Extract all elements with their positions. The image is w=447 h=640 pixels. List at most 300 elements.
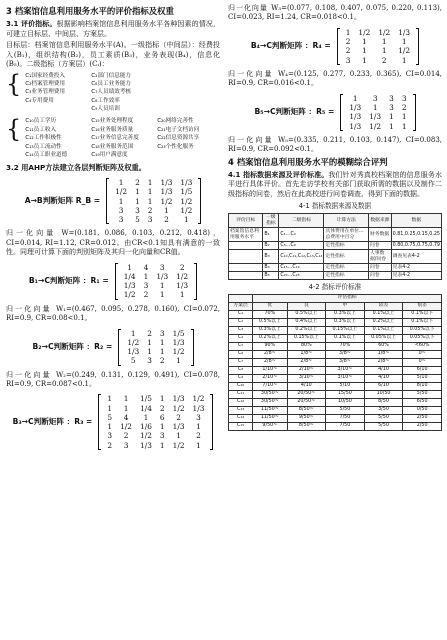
table-cell: 0.1%以下 [403,310,442,318]
matrix-cell: 1 [130,328,136,338]
matrix-cell: 1 [147,347,152,357]
matrix-cell: 1/3 [172,394,185,404]
table-cell: 0.5%以上 [287,310,326,318]
matrix-B4-label: B₄→C判断矩阵 ：R₄ = [250,41,331,51]
table-row [229,406,442,414]
table-cell: 3/50 [364,406,403,414]
table-cell: 0.05%以下 [403,326,442,334]
table-cell: 档案馆信息利用服务水平 [229,228,263,242]
matrix-cell: 1 [159,290,165,300]
indicator-tree-1 [6,69,220,114]
matrix-cell: 1 [352,93,358,103]
table-cell: 财务数据 [368,228,391,242]
table-cell: C₁₁ [229,390,253,398]
table-header-cell: 数据来源 [368,214,391,228]
table-cell: 7/50 [326,414,365,422]
matrix-cell: 1/2 [123,290,136,300]
matrix-cell: 1/5 [172,328,185,338]
matrix-cell: 1/3 [349,112,362,122]
matrix-row [123,329,188,338]
matrix-cell: 1 [389,112,394,122]
indicator-item: C₆员工业务能力 [91,80,131,87]
indicator-tree-2-items [25,117,215,159]
table-cell: 20/50~ [287,398,326,406]
matrix-row [123,338,188,347]
table-cell [229,272,263,280]
matrix-row [120,272,192,281]
table-cell: 5/50 [403,390,442,398]
matrix-cell: 3 [118,215,124,225]
indicator-item: C₃业务管理费用 [25,89,65,96]
table-header-cell: 数据 [391,214,441,228]
table-cell: 70% [326,342,365,350]
matrix-cell: 1 [135,187,140,197]
matrix-cell: 3 [123,440,129,450]
matrix-cell: 1 [196,422,201,432]
table-cell: 6/50 [403,398,442,406]
matrix-B3-table [103,394,208,450]
table-cell: 定性指标 [324,242,369,250]
matrix-row [345,103,410,112]
matrix-cell: 3 [147,356,152,366]
matrix-cell: 1 [107,394,113,404]
matrix-B4 [228,28,442,65]
matrix-cell: 3 [196,412,201,422]
matrix-cell: 2 [159,403,165,413]
table-cell: 0.3%以上 [326,318,365,326]
indicator-tree-2 [6,117,220,159]
table-header-cell: 优 [253,302,287,310]
indicator-item: C₂部门信息能力 [91,72,131,79]
table-row [229,374,442,382]
section-3-1-text: 根据影响档案馆信息利用服务水平各种因素的情况，可建立目标层、中间层、方案层。 [6,20,220,38]
matrix-cell: 1 [147,196,153,206]
table-header-cell: 较差 [364,302,403,310]
matrix-cell: 3 [389,103,394,112]
table-cell: 5/50 [364,422,403,430]
indicator-item: C₁₃员工流动性 [25,143,62,150]
indicator-line [25,97,149,105]
table-cell: 0.15%以上 [326,326,365,334]
table-cell: 0.2%以上 [287,326,326,334]
indicator-item: C₄专用费用 [25,97,54,104]
table-cell: <60% [403,342,442,350]
section-4-1-heading: 4.1 指标数据来源及评价标准。 [228,170,329,179]
matrix-cell: 1 [118,178,124,188]
matrix-cell: 1/3 [127,347,140,357]
table-cell: C₁₅…C₁₉ [279,264,324,272]
matrix-AB-label: A→B判断矩阵 R_B = [24,196,101,206]
table-cell: C₅ [229,342,253,350]
matrix-cell: 1/3 [172,422,185,432]
matrix-row [111,178,196,187]
matrix-cell: 1 [372,103,378,112]
section-3-title: 3 档案馆信息利用服务水平的评价指标及权重 [6,6,174,16]
matrix-row [111,215,196,224]
indicator-item: C₁₄员工职业道德 [25,152,68,159]
matrix-cell: 1/2 [192,394,205,404]
matrix-cell: 1 [179,290,185,300]
matrix-cell: 1/3 [180,178,193,188]
matrix-cell: 1 [401,55,407,65]
table-cell: 0.1%以下 [403,318,442,326]
matrix-row [345,122,410,131]
table-cell: 2/10~ [253,374,287,382]
table-cell: 11/50~ [253,414,287,422]
table-cell: B₁ [263,228,279,242]
matrix-cell: 1 [381,46,387,56]
table-cell: 60% [364,342,403,350]
matrix-B1-normalized: 归一化向量 W₁=(0.467, 0.095, 0.278, 0.160), CI=0.072, RI=0.9, CR=0.08<0.1。 [6,304,220,323]
matrix-row [111,187,196,196]
matrix-cell: 1/2 [127,337,140,347]
matrix-B2-normalized: 归一化向量 W₂=(0.249, 0.131, 0.129, 0.491), CI=0.078, RI=0.9, CR=0.087<0.1。 [6,370,220,389]
table-header-cell: 计算方法 [324,214,369,228]
right-column [228,4,442,431]
matrix-cell: 1/2 [172,347,185,357]
table-cell: 定性指标 [324,272,369,280]
table-cell: 3/10~ [326,366,365,374]
indicator-item: C₂₂信息资源共享 [157,135,200,142]
matrix-row [342,37,414,46]
matrix-cell: 2 [345,37,351,47]
table-cell: C₁₂ [229,398,253,406]
matrix-cell: 1/3 [160,187,173,197]
matrix-cell: 5 [130,356,136,366]
matrix-cell: 1/2 [140,431,152,441]
matrix-cell: 1/3 [160,178,173,188]
table-cell: 2/50 [403,422,442,430]
section-3-2-title: 3.2 用AHP方法建立各层判断矩阵及权重。 [6,163,146,173]
table-cell [229,250,263,264]
matrix-cell: 1 [159,440,165,450]
matrix-cell: 1/3 [192,403,205,413]
table-group-header: 评估指标 [253,294,442,302]
indicator-item: C₂₀网络完善性 [157,118,194,125]
table-row [229,342,442,350]
table-cell: 0.1%以上 [326,334,365,342]
table-cell: 0.5%以上 [253,318,287,326]
matrix-cell: 2 [176,412,181,422]
table-row [229,350,442,358]
table-cell: C₁…C₄ [279,228,324,242]
matrix-row [103,431,208,440]
table-cell: 90% [253,342,287,350]
matrix-row [120,263,192,272]
indicator-item: C₁₂工作积极性 [25,135,62,142]
indicator-line [25,72,149,80]
table-cell: 5/50 [326,406,365,414]
section-3-1-heading: 3.1 评价指标。 [6,20,57,29]
matrix-cell: 2 [143,290,149,300]
table-cell: C₆ [229,350,253,358]
table-cell: B₂ [263,242,279,250]
table-cell: 0.1%以上 [364,310,403,318]
matrix-B2 [6,329,220,366]
matrix-cell: 1/2 [369,121,382,131]
table-cell: C₁₀ [229,382,253,390]
table-header-cell: 方案层 [229,302,253,310]
matrix-AB [6,178,220,224]
matrix-cell: 2 [107,440,113,450]
table-cell: 0.05%以下 [403,334,442,342]
matrix-B3-normalized: 归一化向量 W₃=(0.077, 0.108, 0.407, 0.075, 0.220, 0.113), CI=0.023, RI=1.24, CR=0.018<0.1。 [228,4,442,22]
table-cell: 3/8~ [326,350,365,358]
table-cell: 0~ [403,350,442,358]
matrix-row [342,56,414,65]
table-cell: 4/10 [364,374,403,382]
matrix-cell: 1 [123,394,129,404]
matrix-cell: 1 [401,37,407,47]
table-cell: 30/50~ [253,390,287,398]
table-row [229,242,442,250]
matrix-cell: 1/2 [120,422,133,432]
matrix-cell: 1 [401,112,407,122]
table-cell: C₂ [229,318,253,326]
matrix-cell: 1/2 [358,27,371,37]
table-header-cell: 良 [287,302,326,310]
matrix-row [120,281,192,290]
indicator-item [25,105,83,113]
table-cell: 0.15%以上 [287,334,326,342]
matrix-cell: 1/2 [172,440,185,450]
matrix-cell: 1 [362,55,367,65]
indicator-line [25,80,149,88]
table-cell: 0.4%以上 [287,318,326,326]
matrix-cell: 2 [381,55,387,65]
matrix-row [123,356,188,365]
matrix-row [103,394,208,403]
table-cell: 0/50 [403,406,442,414]
table-header-cell: 二级指标 [279,214,324,228]
matrix-row [342,46,414,55]
matrix-B2-label: B₂→C判断矩阵 ：R₂ = [32,341,113,351]
matrix-cell: 5 [135,215,140,225]
matrix-cell: 3 [147,215,153,225]
matrix-cell: 1 [127,262,132,272]
indicator-item: C₁₀员工学历 [25,118,57,125]
indicator-line [25,88,149,96]
matrix-cell: 1/3 [123,281,136,291]
table-cell: 0.2%以上 [364,318,403,326]
goal-layer-text: 目标层：档案馆信息利用服务水平(A)。一级指标（中间层）：经费投入(B₁)，组织结构(B₂)，员工素质(B₃)，业务表现(B₄)，信息化(B₅)。二级指标（方案层）(Cᵢ)： [6,41,220,69]
table-cell: 具体费用在单位…总费用中百分 [324,228,369,242]
table-cell: 0.2%以上 [253,334,287,342]
matrix-row [120,290,192,299]
matrix-AB-normalized: 归一化向量 W=(0.181, 0.086, 0.103, 0.212, 0.418)，CI=0.014, RI=1.12, CR=0.012。由CR<0.1知具有满意的一致性。同理可计算下面的判别矩阵及其归一化向量和CR值。 [6,229,220,257]
table-cell: 9/50~ [253,422,287,430]
matrix-cell: 3 [159,431,165,441]
table-cell: 11/50~ [253,406,287,414]
indicator-item: C₁₇业务信息完善度 [91,135,139,142]
matrix-cell: 3 [118,205,124,215]
matrix-cell: 1 [362,37,367,47]
matrix-cell: 1/5 [140,394,152,404]
table-cell: 0.3%以上 [253,326,287,334]
table-cell: 30/50~ [253,398,287,406]
table-cell: 6/10 [403,366,442,374]
matrix-cell: 1 [118,196,124,206]
matrix-cell: 1 [107,403,113,413]
table-cell: C₈ [229,366,253,374]
table-row [229,398,442,406]
table-row [229,326,442,334]
matrix-cell: 1/2 [176,271,189,281]
matrix-B1 [6,263,220,300]
table-row [229,228,442,242]
indicator-item: C₁₅业务处理程度 [91,118,134,125]
indicator-item: C₉人员培训 [91,106,120,113]
matrix-cell: 3 [372,93,378,103]
matrix-row [103,441,208,450]
table-cell: 0.3%以上 [326,310,365,318]
matrix-cell: 2 [196,431,201,441]
matrix-cell: 1 [147,187,153,197]
table-cell: 问卷 [368,264,391,272]
table-cell: 8/10 [403,382,442,390]
matrix-cell: 1 [159,281,165,291]
table-cell: B₃ [263,250,279,264]
table-cell: C₂₀…C₂₃ [279,272,324,280]
matrix-cell: 1/3 [349,121,362,131]
matrix-row [345,94,410,103]
matrix-cell: 3 [401,93,407,103]
matrix-cell: 1/2 [180,196,193,206]
table-cell: 5/10 [403,374,442,382]
table-cell: 5/50 [364,414,403,422]
evaluation-standard-table [228,294,442,431]
table-cell: 0.81,0.25,0.15,0.25 [391,228,441,242]
matrix-cell: 1 [159,347,165,357]
table-cell: 10/50 [326,398,365,406]
indicator-item: C₁₁员工收入 [25,126,57,133]
table-cell: 1/8~ [364,350,403,358]
matrix-cell: 1/3 [172,337,185,347]
table-cell: B₅ [263,272,279,280]
table-cell: 8/50~ [287,406,326,414]
matrix-cell: 3 [389,93,394,103]
matrix-cell: 1 [164,205,169,215]
indicator-item: C₂档案管理费用 [25,80,65,87]
table-cell: 1/8~ [287,350,326,358]
table-cell: 0.80,0.75,0.75,0.79 [392,242,440,248]
indicator-item: C₈工作效率 [91,97,120,104]
table-row [229,390,442,398]
table-cell: 3/10~ [326,374,365,382]
matrix-B4-table [342,28,414,65]
matrix-cell: 1 [159,394,165,404]
table-cell: 3/10~ [287,374,326,382]
matrix-cell: 1/2 [398,46,411,56]
table-cell: 70% [253,310,287,318]
matrix-cell: 1/2 [115,187,128,197]
matrix-cell: 1/3 [349,103,362,112]
table-cell: 8/50~ [287,422,326,430]
indicator-source-table [228,213,442,280]
matrix-cell: 1/3 [140,440,152,450]
table-cell: 0~ [403,358,442,366]
matrix-cell: 6 [159,412,165,422]
table-cell: 7/10~ [253,382,287,390]
table-cell: 7/50 [326,422,365,430]
table-row [229,366,442,374]
table-header-cell: 很差 [403,302,442,310]
matrix-cell: 1 [401,121,407,131]
matrix-cell: 1 [176,356,181,366]
matrix-cell: 1 [176,431,181,441]
table-row [229,422,442,430]
table-row [229,318,442,326]
table-header-cell: 中 [326,302,365,310]
matrix-cell: 1/2 [172,403,185,413]
matrix-cell: 1 [135,196,140,206]
table-cell: C₁ [229,310,253,318]
table-cell: C₇ [229,358,253,366]
table-cell: C₁₅ [229,422,253,430]
matrix-cell: 4 [143,262,149,272]
matrix-cell: 1 [107,422,113,432]
matrix-cell: 1/3 [176,281,189,291]
table-header-cell: 一级指标 [263,214,279,228]
matrix-cell: 1 [143,412,149,422]
table-cell: 10/50 [364,390,403,398]
matrix-row [123,347,188,356]
matrix-cell: 1 [143,271,149,281]
matrix-row [103,404,208,413]
table-cell: 2/8~ [287,358,326,366]
table-cell: C₄ [229,334,253,342]
table-row [229,264,442,272]
table-header-cell: 评价目标 [229,214,263,228]
matrix-B3 [6,394,220,450]
matrix-B5-label: B₅→C判断矩阵 ：R₅ = [254,107,335,117]
table-cell: 调查见表4-2 [391,250,441,264]
matrix-cell: 1/4 [123,271,136,281]
matrix-cell: 1 [159,422,165,432]
matrix-row [111,197,196,206]
table-cell: B₄ [263,264,279,272]
matrix-cell: 2 [135,178,140,188]
matrix-cell: 2 [164,215,169,225]
table-cell: 5/10 [326,382,365,390]
matrix-cell: 2 [147,328,152,338]
matrix-row [103,422,208,431]
section-4-title: 4 档案馆信息利用服务水平的模糊综合评判 [228,156,388,167]
matrix-cell: 4 [123,412,129,422]
table-cell: 2/8~ [253,358,287,366]
indicator-item: C₁₆业务服务质量 [91,126,134,133]
table-cell: 15/50 [326,390,365,398]
matrix-cell: 1 [381,37,387,47]
matrix-cell: 2 [401,103,407,112]
matrix-cell: 1/3 [369,112,382,122]
section-3-1-paragraph [6,20,220,39]
indicator-tree-1-items [25,72,149,114]
table-cell: C₁₀,C₁₁,C₁₂,C₁₃,C₁₄ [279,250,324,264]
table-row [229,414,442,422]
matrix-cell: 2 [147,205,153,215]
matrix-cell: 3 [159,328,165,338]
matrix-cell: 1/5 [180,187,193,197]
table-cell: 0.1%以上 [364,326,403,334]
indicator-item: C₂₃个性化服务 [157,143,194,150]
matrix-cell: 1/2 [160,196,173,206]
matrix-B5 [228,94,442,131]
indicator-line [25,151,215,159]
table-row [229,310,442,318]
matrix-cell: 2 [345,46,351,56]
matrix-B1-label: B₁→C判断矩阵 ：R₁ = [28,276,109,286]
